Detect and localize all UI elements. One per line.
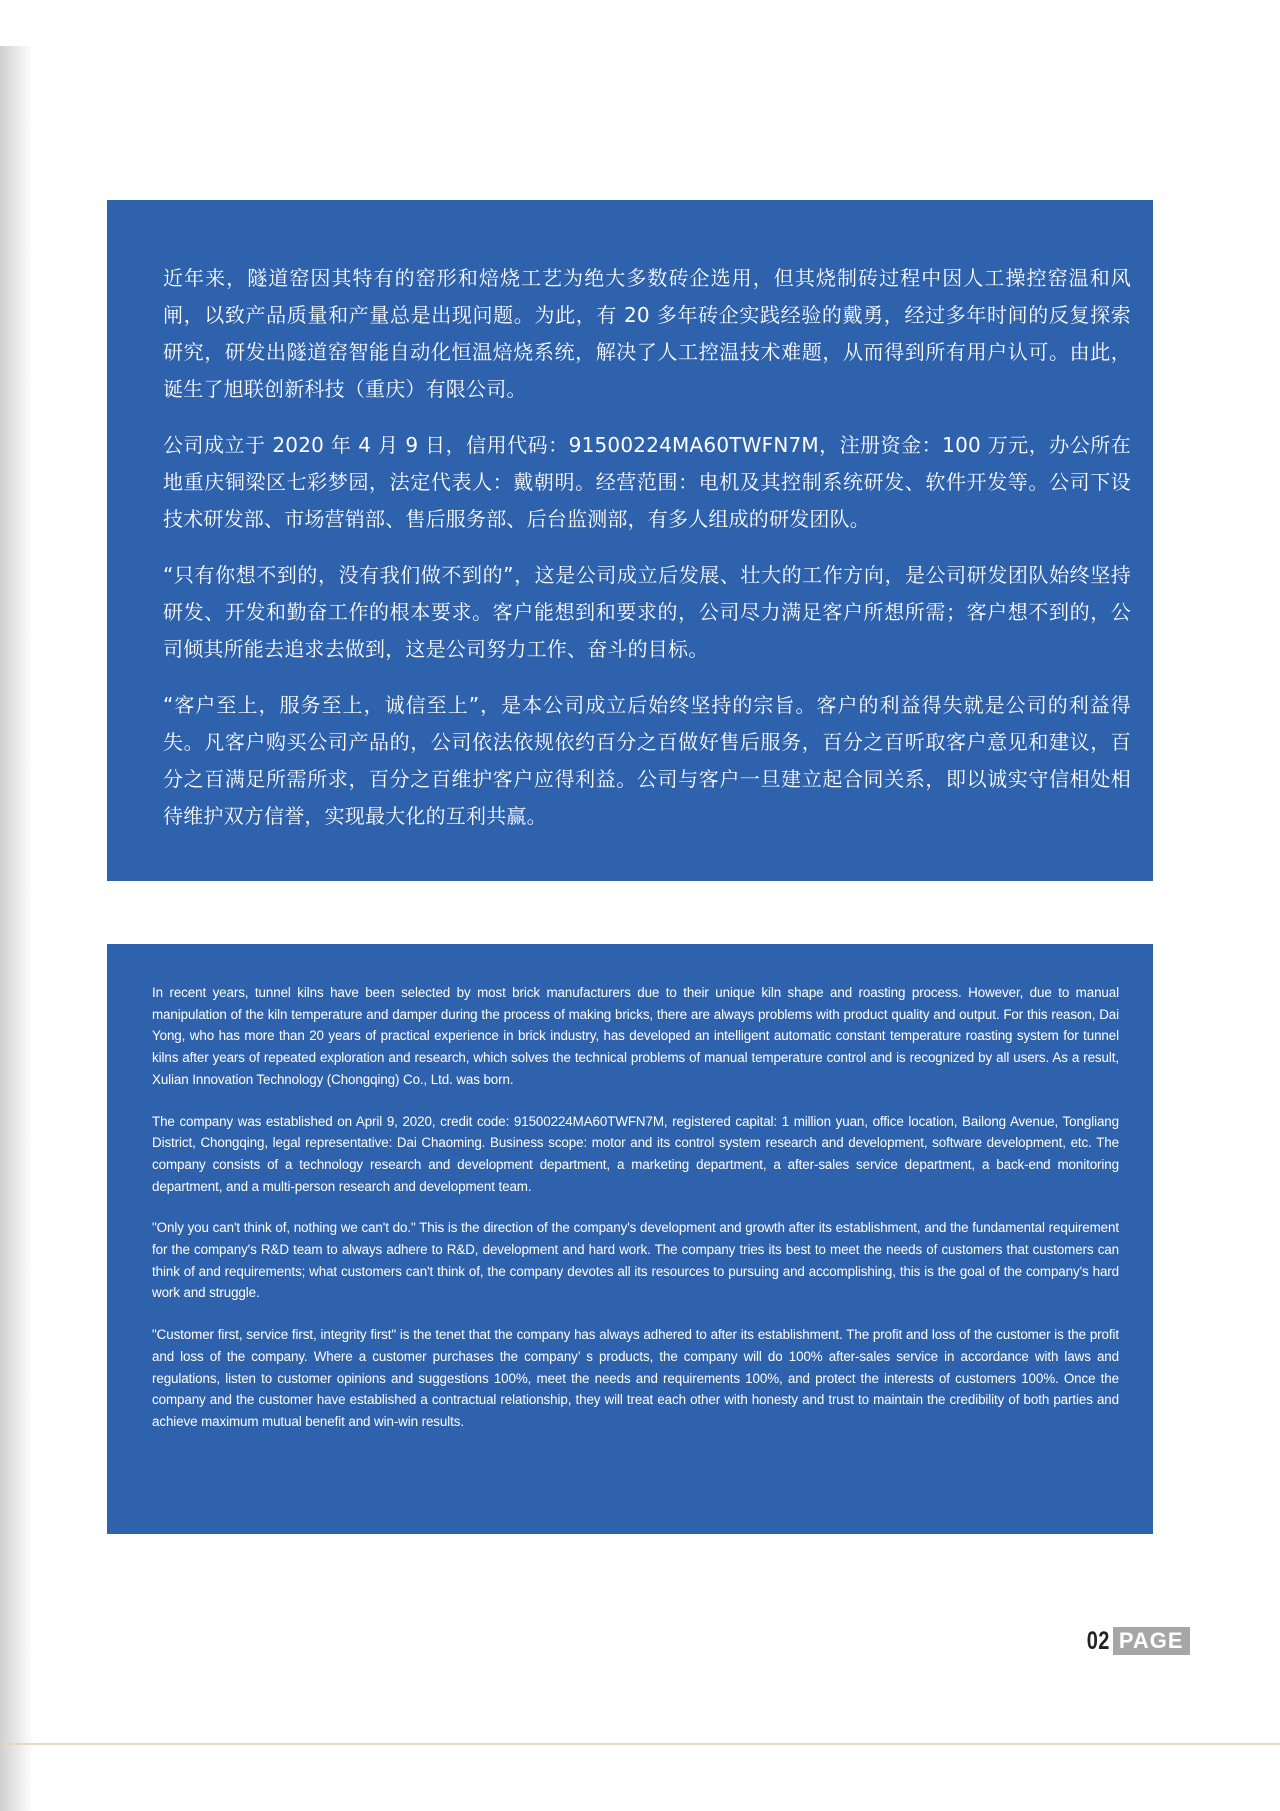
page-spine-shadow bbox=[0, 0, 34, 1811]
bottom-divider bbox=[0, 1743, 1280, 1745]
chinese-paragraph-1: 近年来，隧道窑因其特有的窑形和焙烧工艺为绝大多数砖企选用，但其烧制砖过程中因人工操控窑温和风闸，以致产品质量和产量总是出现问题。为此，有 20 多年砖企实践经验的戴勇，经过多年时间的反复探索研究，研发出隧道窑智能自动化恒温焙烧系统，解决了人工控温技术难题，从而得到所有用户认可。由此，诞生了旭联创新科技（重庆）有限公司。 bbox=[163, 266, 1131, 401]
english-intro-panel bbox=[107, 944, 1153, 1534]
chinese-paragraph-4: “客户至上，服务至上，诚信至上”，是本公司成立后始终坚持的宗旨。客户的利益得失就是公司的利益得失。凡客户购买公司产品的，公司依法依规依约百分之百做好售后服务，百分之百听取客户意见和建议，百分之百满足所需所求，百分之百维护客户应得利益。公司与客户一旦建立起合同关系，即以诚实守信相处相待维护双方信誉，实现最大化的互利共赢。 bbox=[163, 693, 1131, 828]
page-top-corner bbox=[0, 0, 40, 46]
page-indicator bbox=[1081, 1626, 1190, 1656]
english-paragraph-4: "Customer first, service first, integrity first" is the tenet that the company has always adhered to after its establishment. The profit and loss of the customer is the profit and loss of the company. Where a customer purchases the company’ s products, the company will do 100% after-sales service in accordance with laws and regulations, listen to customer opinions and suggestions 100%, meet the needs and requirements 100%, and protect the interests of customers 100%. Once the company and the customer have established a contractual relationship, they will treat each other with honesty and trust to maintain the credibility of both parties and achieve maximum mutual benefit and win-win results. bbox=[152, 1327, 1119, 1429]
page-number: 02 bbox=[1086, 1626, 1110, 1655]
english-paragraph-2: The company was established on April 9, 2020, credit code: 91500224MA60TWFN7M, registered capital: 1 million yuan, office location, Bailong Avenue, Tongliang District, Chongqing, legal representative: Dai Chaoming. Business scope: motor and its control system research and development, software development, etc. The company consists of a technology research and development department, a marketing department, a after-sales service department, a back-end monitoring department, and a multi-person research and development team. bbox=[152, 1113, 1119, 1194]
english-paragraph-1: In recent years, tunnel kilns have been selected by most brick manufacturers due to their unique kiln shape and roasting process. However, due to manual manipulation of the kiln temperature and damper during the process of making bricks, there are always problems with product quality and output. For this reason, Dai Yong, who has more than 20 years of practical experience in brick industry, has developed an intelligent automatic constant temperature roasting system for tunnel kilns after years of repeated exploration and research, which solves the technical problems of manual temperature control and is recognized by all users. As a result, Xulian Innovation Technology (Chongqing) Co., Ltd. was born. bbox=[152, 985, 1119, 1087]
english-paragraph-3: "Only you can't think of, nothing we can't do." This is the direction of the company's development and growth after its establishment, and the fundamental requirement for the company's R&D team to always adhere to R&D, development and hard work. The company tries its best to meet the needs of customers that customers can think of and requirements; what customers can't think of, the company devotes all its resources to pursuing and accomplishing, this is the goal of the company's hard work and struggle. bbox=[152, 1220, 1119, 1301]
chinese-paragraph-3: “只有你想不到的，没有我们做不到的”，这是公司成立后发展、壮大的工作方向，是公司研发团队始终坚持研发、开发和勤奋工作的根本要求。客户能想到和要求的，公司尽力满足客户所想所需；客户想不到的，公司倾其所能去追求去做到，这是公司努力工作、奋斗的目标。 bbox=[163, 563, 1131, 661]
chinese-intro-panel bbox=[107, 200, 1153, 881]
page-label: PAGE bbox=[1113, 1627, 1190, 1655]
chinese-paragraph-2: 公司成立于 2020 年 4 月 9 日，信用代码：91500224MA60TWFN7M，注册资金：100 万元，办公所在地重庆铜梁区七彩梦园，法定代表人：戴朝明。经营范围：电机及其控制系统研发、软件开发等。公司下设技术研发部、市场营销部、售后服务部、后台监测部，有多人组成的研发团队。 bbox=[163, 433, 1131, 531]
